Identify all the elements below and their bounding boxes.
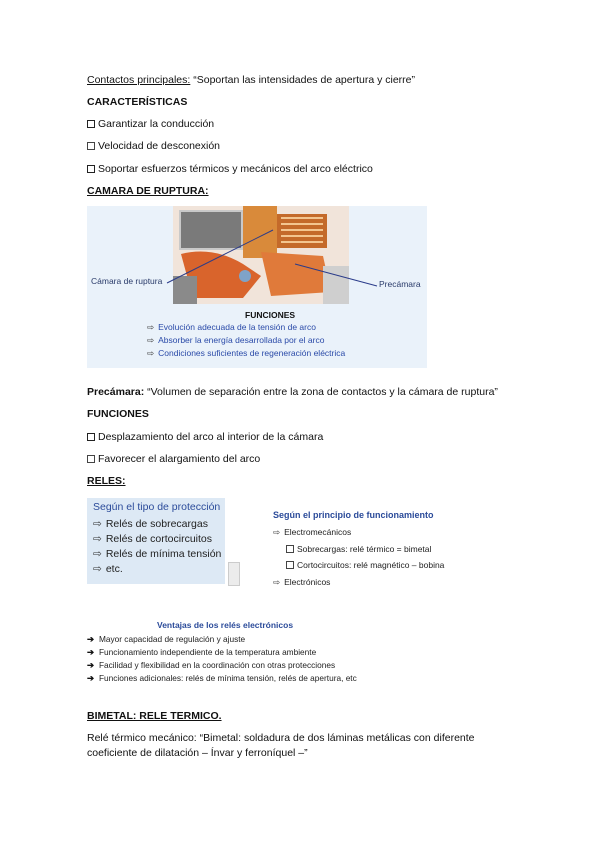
ventajas-item: ➔ Mayor capacidad de regulación y ajuste (87, 634, 246, 644)
hollow-arrow-icon: ⇨ (147, 335, 155, 345)
contactos-line (87, 74, 415, 87)
hollow-arrow-icon: ⇨ (93, 518, 102, 530)
precamara-label: Precámara (379, 279, 421, 289)
checkbox-icon (87, 142, 95, 150)
hollow-arrow-icon: ⇨ (93, 548, 102, 560)
checkbox-icon (286, 545, 294, 553)
arrow-icon: ➔ (87, 673, 94, 683)
ventajas-item: ➔ Facilidad y flexibilidad en la coordinación con otras protecciones (87, 660, 336, 670)
hollow-arrow-icon: ⇨ (93, 563, 102, 575)
contactos-quote: “Soportan las intensidades de apertura y cierre” (190, 74, 416, 86)
proteccion-panel (87, 498, 225, 584)
checkbox-icon (87, 165, 95, 173)
bimetal-line: Relé térmico mecánico: “Bimetal: soldadura de dos láminas metálicas con diferente (87, 732, 475, 744)
ventajas-item: ➔ Funcionamiento independiente de la temperatura ambiente (87, 647, 317, 657)
principio-item: ⇨ Electrónicos (273, 577, 331, 587)
ventajas-title: Ventajas de los relés electrónicos (157, 620, 294, 630)
proteccion-item: ⇨ Relés de mínima tensión (93, 548, 222, 560)
hollow-arrow-icon: ⇨ (273, 577, 281, 587)
caracteristicas-heading: CARACTERÍSTICAS (87, 96, 188, 108)
precamara-quote: “Volumen de separación entre la zona de contactos y la cámara de ruptura” (144, 386, 498, 398)
figure-funcion-item: ⇨ Absorber la energía desarrollada por el arco (147, 335, 325, 345)
funciones-heading: FUNCIONES (87, 408, 149, 420)
reles-heading: RELES: (87, 475, 126, 487)
figure-funcion-item: ⇨ Evolución adecuada de la tensión de arco (147, 322, 316, 332)
checkbox-icon (87, 433, 95, 441)
funciones-item: Desplazamiento del arco al interior de la cámara (87, 431, 323, 444)
bimetal-line: coeficiente de dilatación – Ínvar y ferroníquel –” (87, 747, 308, 759)
principio-item: ⇨ Electromecánicos (273, 527, 352, 537)
checkbox-icon (286, 561, 294, 569)
camara-ruptura-figure (87, 206, 427, 368)
arrow-icon: ➔ (87, 647, 94, 657)
ventajas-item: ➔ Funciones adicionales: relés de mínima tensión, relés de apertura, etc (87, 673, 357, 683)
checkbox-icon (87, 120, 95, 128)
bimetal-heading: BIMETAL: RELE TERMICO. (87, 710, 222, 722)
principio-title: Según el principio de funcionamiento (273, 510, 434, 520)
precamara-term: Precámara: (87, 386, 145, 398)
proteccion-item: ⇨ etc. (93, 563, 123, 575)
principio-subitem: Cortocircuitos: relé magnético – bobina (286, 560, 444, 570)
proteccion-item: ⇨ Relés de sobrecargas (93, 518, 208, 530)
proteccion-item: ⇨ Relés de cortocircuitos (93, 533, 213, 545)
hollow-arrow-icon: ⇨ (93, 533, 102, 545)
relay-device-image (228, 562, 240, 586)
camara-ruptura-label: Cámara de ruptura (91, 276, 163, 286)
camara-heading: CAMARA DE RUPTURA: (87, 185, 209, 197)
arrow-icon: ➔ (87, 634, 94, 644)
principio-panel (268, 510, 468, 590)
figure-funcion-item: ⇨ Condiciones suficientes de regeneración eléctrica (147, 348, 346, 358)
caracteristicas-item: Garantizar la conducción (87, 118, 214, 131)
hollow-arrow-icon: ⇨ (147, 322, 155, 332)
proteccion-title: Según el tipo de protección (93, 501, 221, 513)
funciones-item: Favorecer el alargamiento del arco (87, 453, 260, 466)
arrow-icon: ➔ (87, 660, 94, 670)
contactos-label: Contactos principales: (87, 74, 191, 86)
caracteristicas-item: Velocidad de desconexión (87, 140, 220, 153)
caracteristicas-item: Soportar esfuerzos térmicos y mecánicos del arco eléctrico (87, 163, 373, 176)
principio-subitem: Sobrecargas: relé térmico = bimetal (286, 544, 431, 554)
precamara-line (87, 386, 498, 399)
hollow-arrow-icon: ⇨ (147, 348, 155, 358)
checkbox-icon (87, 455, 95, 463)
figure-funciones-title: FUNCIONES (245, 310, 296, 320)
ventajas-panel (87, 620, 407, 690)
hollow-arrow-icon: ⇨ (273, 527, 281, 537)
